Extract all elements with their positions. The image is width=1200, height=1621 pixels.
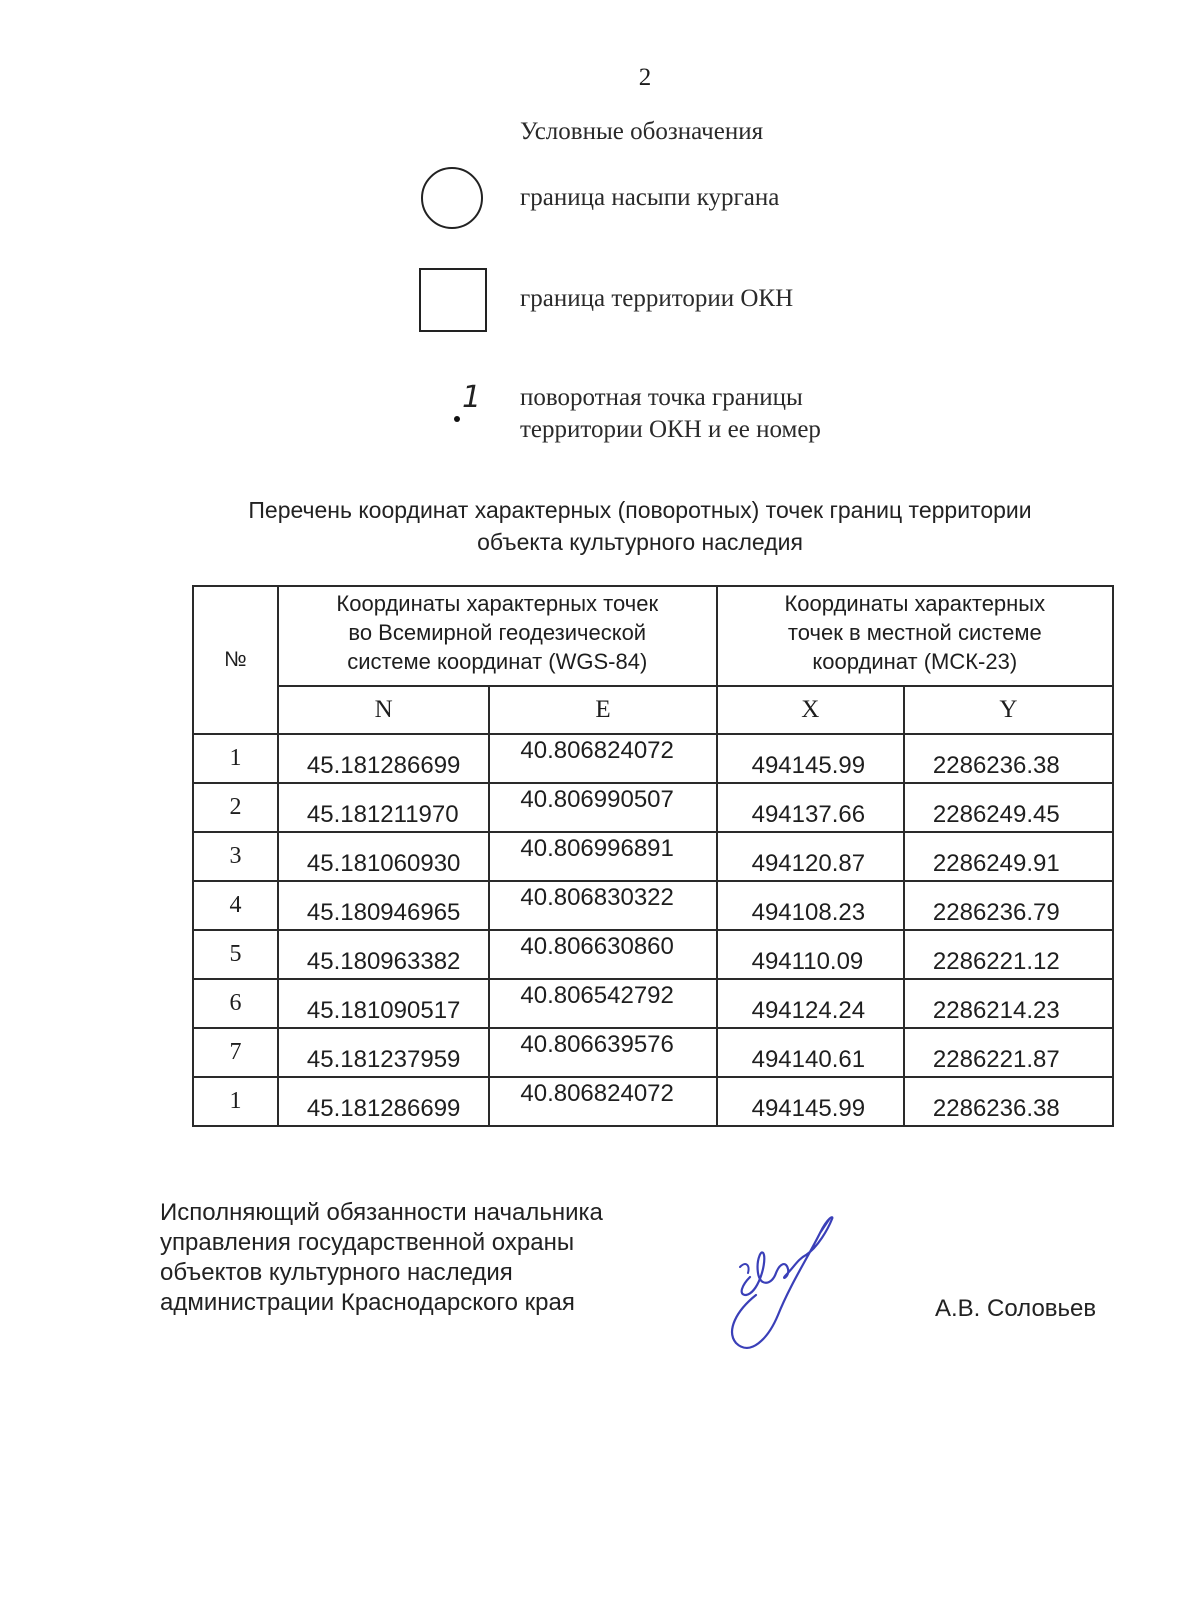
cell-x: 494137.66 xyxy=(717,783,904,832)
table-row xyxy=(193,832,1113,881)
signer-name: А.В. Соловьев xyxy=(935,1295,1097,1322)
cell-y: 2286236.79 xyxy=(904,881,1113,930)
handwritten-signature xyxy=(720,1215,850,1365)
cell-y: 2286221.87 xyxy=(904,1028,1113,1077)
point-dot xyxy=(454,416,460,422)
signer-position-line4: администрации Краснодарского края xyxy=(160,1289,575,1316)
square-icon xyxy=(419,268,487,332)
table-row xyxy=(193,1077,1113,1126)
cell-n: 45.181286699 xyxy=(278,1077,489,1126)
wgs84-header-line3: системе координат (WGS-84) xyxy=(347,649,648,674)
cell-y: 2286221.12 xyxy=(904,930,1113,979)
circle-icon xyxy=(421,167,483,229)
cell-x: 494145.99 xyxy=(717,1077,904,1126)
signer-position xyxy=(160,1198,603,1318)
cell-n: 45.180963382 xyxy=(278,930,489,979)
column-header-x: X xyxy=(717,686,904,734)
table-header-row xyxy=(193,586,1113,686)
wgs84-header-line2: во Всемирной геодезической xyxy=(348,620,647,645)
table-subheader-row xyxy=(193,686,1113,734)
table-row xyxy=(193,734,1113,783)
column-group-msk23 xyxy=(717,586,1113,686)
cell-e: 40.806990507 xyxy=(489,783,716,832)
list-title xyxy=(190,494,1090,558)
table-row xyxy=(193,930,1113,979)
cell-x: 494124.24 xyxy=(717,979,904,1028)
list-title-line1: Перечень координат характерных (поворотных) точек границ территории xyxy=(248,497,1032,523)
coordinates-table xyxy=(192,585,1114,1127)
column-group-wgs84 xyxy=(278,586,717,686)
table-row xyxy=(193,979,1113,1028)
legend-title: Условные обозначения xyxy=(520,118,764,145)
cell-y: 2286236.38 xyxy=(904,1077,1113,1126)
cell-e: 40.806630860 xyxy=(489,930,716,979)
cell-n: 45.180946965 xyxy=(278,881,489,930)
cell-y: 2286249.45 xyxy=(904,783,1113,832)
column-header-number: № xyxy=(193,586,278,734)
cell-n: 45.181286699 xyxy=(278,734,489,783)
legend-circle-label: граница насыпи кургана xyxy=(520,184,780,211)
legend-point-label-line2: территории ОКН и ее номер xyxy=(520,416,821,443)
msk23-header-line3: координат (МСК-23) xyxy=(812,649,1018,674)
table-row xyxy=(193,783,1113,832)
cell-x: 494140.61 xyxy=(717,1028,904,1077)
msk23-header-line2: точек в местной системе xyxy=(787,620,1042,645)
signer-position-line1: Исполняющий обязанности начальника xyxy=(160,1199,603,1226)
cell-number: 3 xyxy=(193,832,278,881)
cell-e: 40.806824072 xyxy=(489,734,716,783)
list-title-line2: объекта культурного наследия xyxy=(477,529,803,555)
table-row xyxy=(193,1028,1113,1077)
signer-position-line3: объектов культурного наследия xyxy=(160,1259,513,1286)
cell-number: 6 xyxy=(193,979,278,1028)
legend-point-label-line1: поворотная точка границы xyxy=(520,384,803,411)
signer-position-line2: управления государственной охраны xyxy=(160,1229,575,1256)
cell-e: 40.806824072 xyxy=(489,1077,716,1126)
cell-n: 45.181211970 xyxy=(278,783,489,832)
cell-n: 45.181090517 xyxy=(278,979,489,1028)
cell-x: 494108.23 xyxy=(717,881,904,930)
cell-number: 2 xyxy=(193,783,278,832)
cell-number: 4 xyxy=(193,881,278,930)
column-header-y: Y xyxy=(904,686,1113,734)
page-number: 2 xyxy=(638,64,652,91)
cell-n: 45.181237959 xyxy=(278,1028,489,1077)
cell-number: 1 xyxy=(193,1077,278,1126)
cell-e: 40.806996891 xyxy=(489,832,716,881)
cell-x: 494145.99 xyxy=(717,734,904,783)
column-header-e: E xyxy=(489,686,716,734)
cell-number: 7 xyxy=(193,1028,278,1077)
cell-number: 1 xyxy=(193,734,278,783)
msk23-header-line1: Координаты характерных xyxy=(784,591,1046,616)
table-row xyxy=(193,881,1113,930)
wgs84-header-line1: Координаты характерных точек xyxy=(336,591,659,616)
cell-y: 2286236.38 xyxy=(904,734,1113,783)
legend-point-label xyxy=(520,382,821,446)
cell-y: 2286249.91 xyxy=(904,832,1113,881)
cell-x: 494120.87 xyxy=(717,832,904,881)
cell-n: 45.181060930 xyxy=(278,832,489,881)
turning-point-icon xyxy=(450,380,490,440)
cell-e: 40.806830322 xyxy=(489,881,716,930)
column-header-n: N xyxy=(278,686,489,734)
cell-e: 40.806542792 xyxy=(489,979,716,1028)
point-number: 1 xyxy=(462,380,482,415)
cell-e: 40.806639576 xyxy=(489,1028,716,1077)
legend-square-label: граница территории ОКН xyxy=(520,285,794,312)
cell-y: 2286214.23 xyxy=(904,979,1113,1028)
cell-x: 494110.09 xyxy=(717,930,904,979)
cell-number: 5 xyxy=(193,930,278,979)
